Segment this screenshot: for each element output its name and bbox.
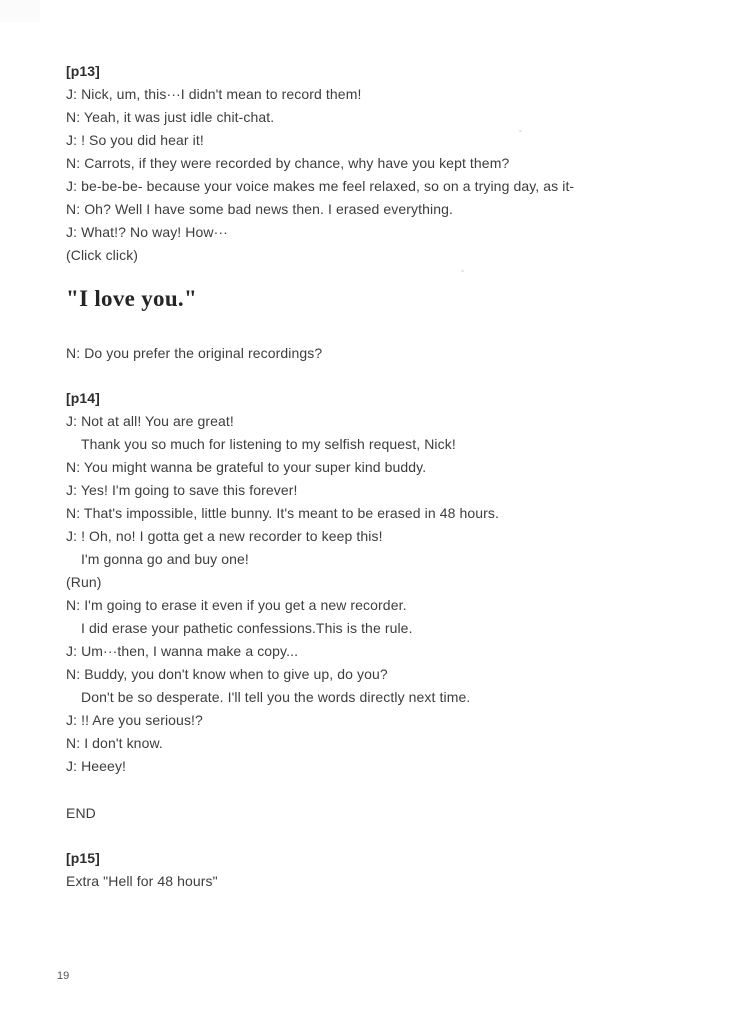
dialogue-line: N: Oh? Well I have some bad news then. I erased everything. bbox=[66, 201, 453, 217]
sound-effect-line: (Run) bbox=[66, 574, 102, 590]
dialogue-line: N: You might wanna be grateful to your super kind buddy. bbox=[66, 459, 427, 475]
scan-artifact bbox=[0, 0, 40, 22]
dialogue-line: N: Buddy, you don't know when to give up, do you? bbox=[66, 666, 388, 682]
dialogue-line: J: Not at all! You are great! bbox=[66, 413, 234, 429]
dialogue-line: J: be-be-be- because your voice makes me feel relaxed, so on a trying day, as it- bbox=[66, 178, 575, 194]
page-label-p13: [p13] bbox=[66, 63, 100, 79]
dialogue-continuation-line: Thank you so much for listening to my selfish request, Nick! bbox=[81, 436, 456, 452]
dialogue-line: N: I'm going to erase it even if you get a new recorder. bbox=[66, 597, 407, 613]
dialogue-line: J: !! Are you serious!? bbox=[66, 712, 203, 728]
dialogue-continuation-line: Don't be so desperate. I'll tell you the words directly next time. bbox=[81, 689, 471, 705]
dialogue-continuation-line: I did erase your pathetic confessions.This is the rule. bbox=[81, 620, 413, 636]
dialogue-line: J: ! So you did hear it! bbox=[66, 132, 204, 148]
quote-heading: "I love you." bbox=[66, 286, 198, 311]
dialogue-line: N: Yeah, it was just idle chit-chat. bbox=[66, 109, 275, 125]
page-number: 19 bbox=[57, 970, 70, 982]
dialogue-line: J: Yes! I'm going to save this forever! bbox=[66, 482, 298, 498]
page-label-p15: [p15] bbox=[66, 850, 100, 866]
dialogue-line: N: Carrots, if they were recorded by chance, why have you kept them? bbox=[66, 155, 510, 171]
dialogue-line: J: ! Oh, no! I gotta get a new recorder to keep this! bbox=[66, 528, 383, 544]
extra-title-line: Extra "Hell for 48 hours" bbox=[66, 873, 218, 889]
dialogue-line: J: Nick, um, this···I didn't mean to record them! bbox=[66, 86, 362, 102]
dialogue-line: J: Um···then, I wanna make a copy... bbox=[66, 643, 299, 659]
page-label-p14: [p14] bbox=[66, 390, 100, 406]
end-marker: END bbox=[66, 805, 96, 821]
dialogue-line: N: That's impossible, little bunny. It's meant to be erased in 48 hours. bbox=[66, 505, 500, 521]
dialogue-line: N: Do you prefer the original recordings? bbox=[66, 345, 323, 361]
sound-effect-line: (Click click) bbox=[66, 247, 139, 263]
dialogue-line: N: I don't know. bbox=[66, 735, 163, 751]
script-text bbox=[66, 60, 696, 893]
dialogue-line: J: What!? No way! How··· bbox=[66, 224, 228, 240]
dialogue-continuation-line: I'm gonna go and buy one! bbox=[81, 551, 249, 567]
dialogue-line: J: Heeey! bbox=[66, 758, 127, 774]
